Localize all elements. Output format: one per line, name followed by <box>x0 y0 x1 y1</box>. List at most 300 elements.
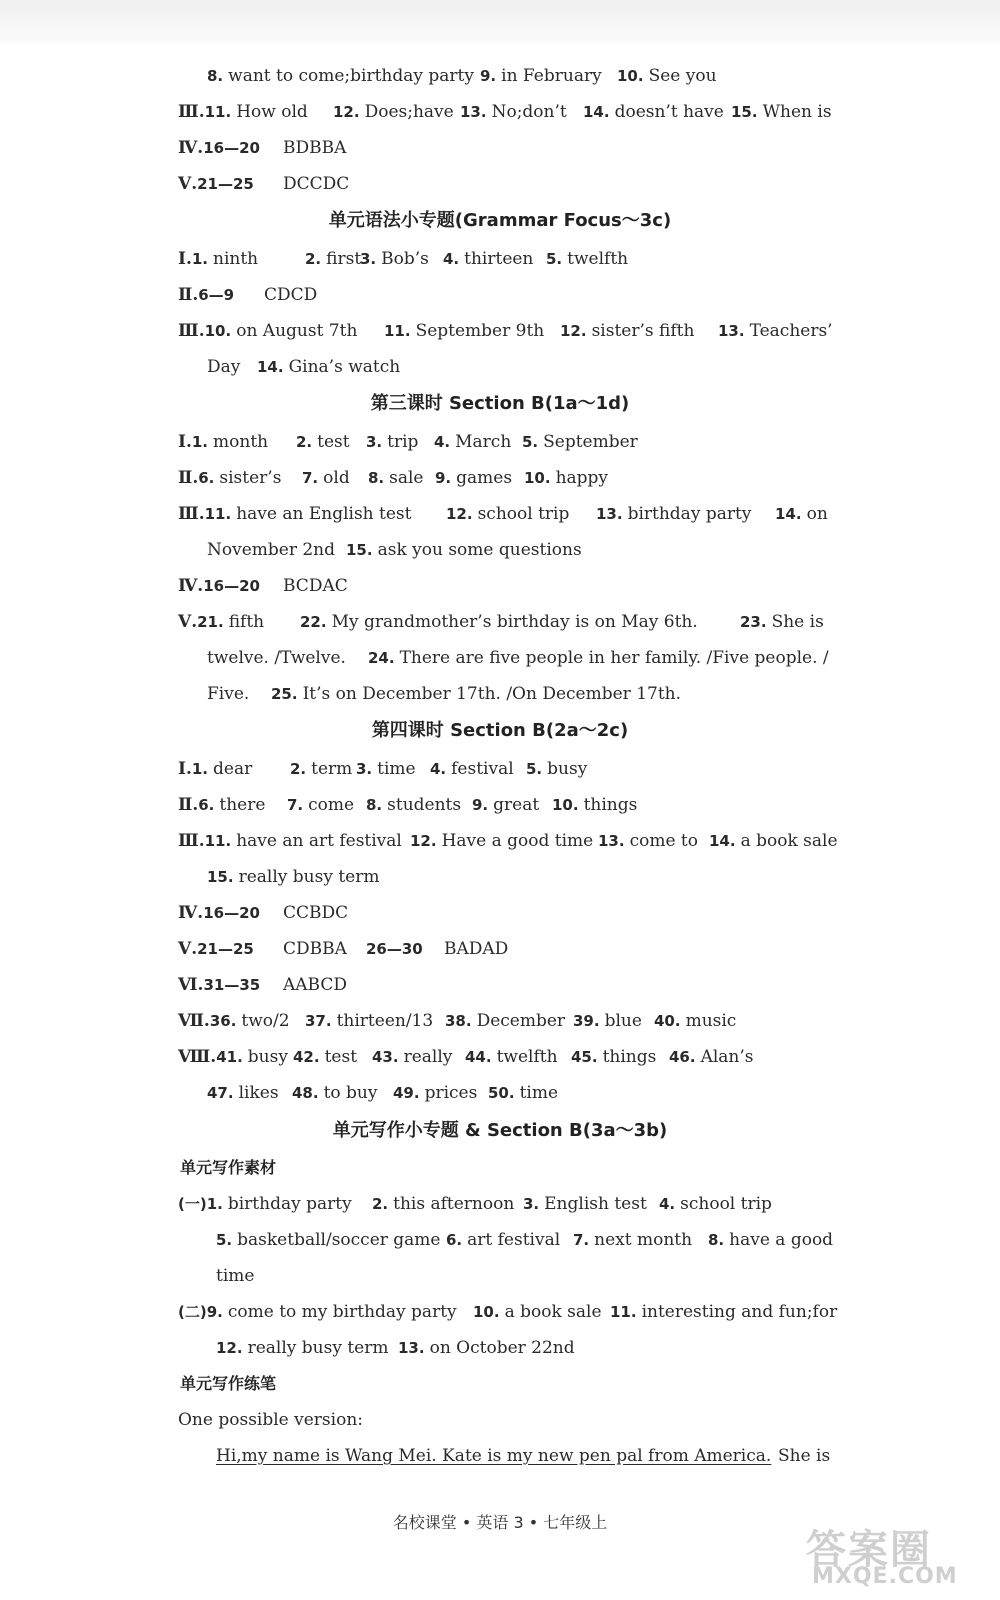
answer-line <box>0 1258 1000 1294</box>
section-heading: 单元语法小专题(Grammar Focus～3c) <box>328 210 672 231</box>
question-number: 4. <box>434 433 451 451</box>
answer-text: trip <box>387 432 419 452</box>
answer-item <box>444 931 508 967</box>
answer-item <box>300 604 698 640</box>
section-heading: 第四课时 Section B(2a～2c) <box>371 720 629 741</box>
answer-text: art festival <box>467 1230 561 1250</box>
answer-text: Teachers’ <box>749 321 833 341</box>
answer-item <box>178 130 265 166</box>
answer-line <box>0 58 1000 94</box>
answer-text: want to come;birthday party <box>228 66 474 86</box>
answer-item <box>731 94 832 130</box>
answer-item <box>573 1003 642 1039</box>
answer-item <box>480 58 602 94</box>
answer-text: CDCD <box>264 285 318 305</box>
question-number: 12. <box>333 103 360 121</box>
answer-item <box>283 931 347 967</box>
part-numeral: Ⅴ. <box>178 612 198 632</box>
answer-line <box>0 460 1000 496</box>
question-number: 12. <box>446 505 473 523</box>
answer-item <box>445 1003 565 1039</box>
answer-item <box>178 823 402 859</box>
answer-text: on August 7th <box>236 321 358 341</box>
part-numeral: Ⅷ. <box>178 1047 217 1067</box>
answer-item <box>333 94 454 130</box>
answer-item <box>398 1330 575 1366</box>
answer-line <box>0 1186 1000 1222</box>
answer-line <box>0 313 1000 349</box>
answer-item <box>178 751 252 787</box>
answer-text: school trip <box>680 1194 772 1214</box>
answer-text: English test <box>544 1194 647 1214</box>
answer-text: birthday party <box>227 1194 352 1214</box>
answer-item <box>283 166 349 202</box>
answer-item <box>368 640 829 676</box>
answer-item <box>526 751 587 787</box>
answer-text: thirteen/13 <box>336 1011 434 1031</box>
answer-text: interesting and fun;for <box>641 1302 838 1322</box>
answer-line <box>0 166 1000 202</box>
question-number: 4. <box>659 1195 676 1213</box>
question-number: 13. <box>398 1339 425 1357</box>
answer-item <box>434 424 511 460</box>
question-number: 11. <box>610 1303 637 1321</box>
answer-text: It’s on December 17th. /On December 17th. <box>302 684 682 704</box>
answer-text: come <box>308 795 355 815</box>
answer-text: things <box>602 1047 657 1067</box>
answer-text: on October 22nd <box>429 1338 575 1358</box>
question-number: 15. <box>207 868 234 886</box>
question-number: 9. <box>480 67 497 85</box>
question-number: 47. <box>207 1084 234 1102</box>
question-number: 21—25 <box>197 175 254 193</box>
answer-item <box>216 1258 254 1294</box>
answer-text: time <box>377 759 416 779</box>
answer-item <box>178 313 357 349</box>
answer-text: Alan’s <box>700 1047 754 1067</box>
answer-item <box>271 676 681 712</box>
answer-line <box>0 94 1000 130</box>
question-number: (一)1. <box>178 1195 223 1213</box>
answer-text: There are five people in her family. /Five people. / <box>399 648 829 668</box>
answer-item <box>460 94 567 130</box>
answer-item <box>296 424 350 460</box>
answer-text: ninth <box>213 249 259 269</box>
answer-item <box>472 787 539 823</box>
answer-item <box>465 1039 558 1075</box>
part-numeral: Ⅱ. <box>178 468 199 488</box>
answer-text: have a good <box>729 1230 834 1250</box>
answer-text: busy <box>547 759 588 779</box>
answer-line <box>0 1402 1000 1438</box>
answer-item <box>178 277 239 313</box>
answer-text: have an English test <box>236 504 412 524</box>
answer-item <box>257 349 400 385</box>
question-number: 21—25 <box>197 940 254 958</box>
question-number: 8. <box>207 67 224 85</box>
answer-line <box>0 1330 1000 1366</box>
question-number: 2. <box>305 250 322 268</box>
question-number: 24. <box>368 649 395 667</box>
answer-text: September <box>543 432 638 452</box>
answer-item <box>775 496 828 532</box>
question-number: 7. <box>302 469 319 487</box>
answer-text: term <box>311 759 353 779</box>
answer-line <box>0 1075 1000 1111</box>
answer-line <box>0 349 1000 385</box>
answer-text: festival <box>451 759 514 779</box>
answer-item <box>708 1222 833 1258</box>
question-number: 45. <box>571 1048 598 1066</box>
answer-item <box>178 1003 290 1039</box>
answer-text: CCBDC <box>283 903 349 923</box>
part-numeral: Ⅳ. <box>178 138 204 158</box>
answer-line <box>0 1294 1000 1330</box>
answer-item <box>524 460 608 496</box>
answer-item <box>552 787 637 823</box>
question-number: 46. <box>669 1048 696 1066</box>
answer-line <box>0 895 1000 931</box>
question-number: 22. <box>300 613 327 631</box>
part-numeral: Ⅰ. <box>178 432 192 452</box>
answer-text: test <box>317 432 350 452</box>
answer-item <box>290 751 352 787</box>
answer-item <box>446 1222 560 1258</box>
question-number: 16—20 <box>203 139 260 157</box>
answer-text: March <box>455 432 512 452</box>
part-numeral: Ⅱ. <box>178 285 199 305</box>
question-number: 50. <box>488 1084 515 1102</box>
answer-text: in February <box>501 66 602 86</box>
answer-text: Five. <box>207 684 250 704</box>
question-number: 6—9 <box>198 286 235 304</box>
page-footer: 名校课堂 • 英语 3 • 七年级上 <box>392 1513 608 1532</box>
question-number: 16—20 <box>203 904 260 922</box>
answer-item <box>583 94 724 130</box>
answer-item <box>283 967 347 1003</box>
answer-item <box>659 1186 772 1222</box>
answer-item <box>302 460 350 496</box>
answer-line <box>0 1039 1000 1075</box>
part-numeral: Ⅴ. <box>178 939 198 959</box>
answer-item <box>287 787 354 823</box>
question-number: 5. <box>526 760 543 778</box>
answer-text: Gina’s watch <box>288 357 401 377</box>
answer-item <box>178 895 265 931</box>
answer-item <box>346 532 582 568</box>
question-number: 10. <box>524 469 551 487</box>
answer-item <box>610 1294 837 1330</box>
answer-text: twelve. /Twelve. <box>207 648 346 668</box>
answer-item <box>207 1075 279 1111</box>
answer-text: She is <box>771 612 824 632</box>
answer-item <box>283 568 348 604</box>
question-number: 23. <box>740 613 767 631</box>
answer-item <box>178 424 268 460</box>
part-numeral: Ⅲ. <box>178 321 205 341</box>
answer-text: birthday party <box>627 504 752 524</box>
question-number: 12. <box>560 322 587 340</box>
answer-item <box>654 1003 736 1039</box>
answer-item <box>360 241 429 277</box>
answer-item <box>178 496 411 532</box>
answer-item <box>617 58 717 94</box>
answer-text: prices <box>424 1083 478 1103</box>
question-number: 15. <box>346 541 373 559</box>
answer-item <box>207 640 346 676</box>
watermark-text: 答案圈 <box>806 1527 932 1573</box>
answer-text: When is <box>762 102 832 122</box>
answer-item <box>216 1330 388 1366</box>
watermark-logo <box>806 1518 996 1598</box>
question-number: 10. <box>204 322 232 340</box>
answer-line <box>0 676 1000 712</box>
answer-item <box>207 58 474 94</box>
part-numeral: Ⅳ. <box>178 576 204 596</box>
answer-item <box>178 460 281 496</box>
answer-text: likes <box>238 1083 279 1103</box>
answer-text: busy <box>247 1047 288 1067</box>
answer-text: twelfth <box>496 1047 558 1067</box>
question-number: 10. <box>473 1303 500 1321</box>
question-number: 16—20 <box>203 577 260 595</box>
answer-text: old <box>323 468 350 488</box>
question-number: 3. <box>356 760 373 778</box>
question-number: 4. <box>443 250 460 268</box>
question-number: 40. <box>654 1012 681 1030</box>
answer-text: a book sale <box>740 831 838 851</box>
answer-item <box>283 130 346 166</box>
answer-item <box>207 532 335 568</box>
question-number: 2. <box>372 1195 389 1213</box>
part-numeral: Ⅲ. <box>178 504 205 524</box>
answer-item <box>178 568 265 604</box>
answer-text: test <box>324 1047 358 1067</box>
answer-text: CDBBA <box>283 939 347 959</box>
answer-text: December <box>476 1011 566 1031</box>
answer-text: sister’s fifth <box>591 321 695 341</box>
question-number: 11. <box>204 832 232 850</box>
question-number: 11. <box>384 322 411 340</box>
answer-line <box>0 241 1000 277</box>
section-heading: 第三课时 Section B(1a～1d) <box>370 393 630 414</box>
answer-text: a book sale <box>504 1302 602 1322</box>
part-numeral: Ⅶ. <box>178 1011 210 1031</box>
answer-line <box>0 931 1000 967</box>
answer-item <box>292 1075 377 1111</box>
answer-item <box>264 277 317 313</box>
answer-item <box>178 787 265 823</box>
question-number: 7. <box>287 796 304 814</box>
question-number: 5. <box>546 250 563 268</box>
answer-text: sale <box>389 468 424 488</box>
answer-item <box>366 787 461 823</box>
answer-text: One possible version: <box>178 1410 363 1430</box>
answer-item <box>596 496 751 532</box>
answer-item <box>410 823 593 859</box>
question-number: 31—35 <box>203 976 261 994</box>
answer-text: blue <box>604 1011 642 1031</box>
answer-item <box>435 460 512 496</box>
question-number: 1. <box>191 433 209 451</box>
answer-item <box>366 424 418 460</box>
answer-text: time <box>519 1083 559 1103</box>
answer-text: fifth <box>228 612 265 632</box>
question-number: 38. <box>445 1012 472 1030</box>
answer-text: happy <box>555 468 609 488</box>
answer-text: great <box>493 795 540 815</box>
answer-text: month <box>213 432 269 452</box>
answer-item <box>178 1402 363 1438</box>
question-number: 43. <box>372 1048 399 1066</box>
answer-text: Does;have <box>364 102 454 122</box>
answer-text: September 9th <box>415 321 545 341</box>
answer-line <box>0 568 1000 604</box>
question-number: 3. <box>523 1195 540 1213</box>
subsection-heading: 单元写作素材 <box>180 1158 277 1177</box>
answer-text: dear <box>213 759 253 779</box>
answer-text: there <box>219 795 266 815</box>
answer-item <box>560 313 694 349</box>
answer-item <box>178 604 264 640</box>
answer-line <box>0 787 1000 823</box>
question-number: (二)9. <box>178 1303 223 1321</box>
answer-item <box>372 1186 514 1222</box>
question-number: 44. <box>465 1048 492 1066</box>
answer-line <box>0 604 1000 640</box>
answer-item <box>669 1039 754 1075</box>
question-number: 2. <box>290 760 307 778</box>
answer-text: Bob’s <box>381 249 429 269</box>
answer-text: first <box>326 249 362 269</box>
answer-line <box>0 859 1000 895</box>
question-number: 6. <box>446 1231 463 1249</box>
answer-text: DCCDC <box>283 174 350 194</box>
part-numeral: Ⅰ. <box>178 759 192 779</box>
question-number: 3. <box>366 433 383 451</box>
answer-text: See you <box>648 66 717 86</box>
answer-item <box>178 1186 352 1222</box>
answer-line <box>0 823 1000 859</box>
answer-item <box>488 1075 558 1111</box>
answer-line <box>0 424 1000 460</box>
answer-line <box>0 1003 1000 1039</box>
answer-line <box>0 277 1000 313</box>
part-numeral: Ⅱ. <box>178 795 199 815</box>
answer-text: things <box>583 795 638 815</box>
answer-text: school trip <box>477 504 570 524</box>
part-numeral: Ⅵ. <box>178 975 204 995</box>
answer-item <box>443 241 533 277</box>
answer-item <box>473 1294 602 1330</box>
answer-item <box>293 1039 357 1075</box>
answer-line <box>0 751 1000 787</box>
question-number: 10. <box>552 796 579 814</box>
answer-text: sister’s <box>219 468 282 488</box>
question-number: 6. <box>198 469 215 487</box>
question-number: 13. <box>596 505 623 523</box>
question-number: 41. <box>216 1048 243 1066</box>
question-number: 14. <box>583 103 610 121</box>
answer-line <box>0 496 1000 532</box>
question-number: 25. <box>271 685 298 703</box>
answer-item <box>778 1438 830 1474</box>
answer-text: BCDAC <box>283 576 348 596</box>
question-number: 5. <box>216 1231 233 1249</box>
question-number: 2. <box>296 433 313 451</box>
answer-item <box>207 676 249 712</box>
answer-text: Day <box>207 357 241 377</box>
section-heading: 单元写作小专题 & Section B(3a～3b) <box>332 1120 668 1141</box>
answer-item <box>178 931 259 967</box>
question-number: 13. <box>460 103 487 121</box>
question-number: 13. <box>598 832 625 850</box>
question-number: 26—30 <box>366 940 423 958</box>
answer-item <box>178 1294 457 1330</box>
answer-text: time <box>216 1266 255 1286</box>
answer-item <box>446 496 569 532</box>
answer-item <box>207 859 379 895</box>
answer-item <box>216 1222 441 1258</box>
answer-item <box>216 1438 771 1474</box>
question-number: 15. <box>731 103 758 121</box>
answer-text: have an art festival <box>236 831 402 851</box>
question-number: 12. <box>216 1339 243 1357</box>
answer-item <box>740 604 824 640</box>
question-number: 48. <box>292 1084 319 1102</box>
question-number: 8. <box>366 796 383 814</box>
answer-item <box>546 241 628 277</box>
answer-text: twelfth <box>567 249 629 269</box>
answer-item <box>366 931 428 967</box>
question-number: 12. <box>410 832 437 850</box>
answer-text: next month <box>594 1230 693 1250</box>
answer-line <box>0 967 1000 1003</box>
part-numeral: Ⅴ. <box>178 174 198 194</box>
answer-item <box>207 349 240 385</box>
question-number: 14. <box>775 505 802 523</box>
question-number: 11. <box>204 103 232 121</box>
question-number: 21. <box>197 613 224 631</box>
answer-text: thirteen <box>464 249 534 269</box>
answer-item <box>522 424 638 460</box>
answer-item <box>430 751 514 787</box>
answer-item <box>718 313 833 349</box>
answer-text: basketball/soccer game <box>237 1230 441 1250</box>
answer-text: AABCD <box>283 975 347 995</box>
question-number: 1. <box>191 760 209 778</box>
answer-text: My grandmother’s birthday is on May 6th. <box>331 612 698 632</box>
answer-text: music <box>685 1011 737 1031</box>
answer-item <box>356 751 416 787</box>
question-number: 7. <box>573 1231 590 1249</box>
answer-text: games <box>456 468 513 488</box>
answer-text: really <box>403 1047 453 1067</box>
part-numeral: Ⅳ. <box>178 903 204 923</box>
answer-item <box>523 1186 647 1222</box>
answer-line <box>0 1438 1000 1474</box>
answer-text: ask you some questions <box>377 540 582 560</box>
subsection-heading: 单元写作练笔 <box>180 1374 277 1393</box>
answer-item <box>372 1039 452 1075</box>
question-number: 13. <box>718 322 745 340</box>
part-numeral: Ⅰ. <box>178 249 192 269</box>
question-number: 9. <box>435 469 452 487</box>
answer-text: to buy <box>323 1083 378 1103</box>
answer-text: really busy term <box>238 867 380 887</box>
answer-item <box>283 895 348 931</box>
answer-line <box>0 640 1000 676</box>
